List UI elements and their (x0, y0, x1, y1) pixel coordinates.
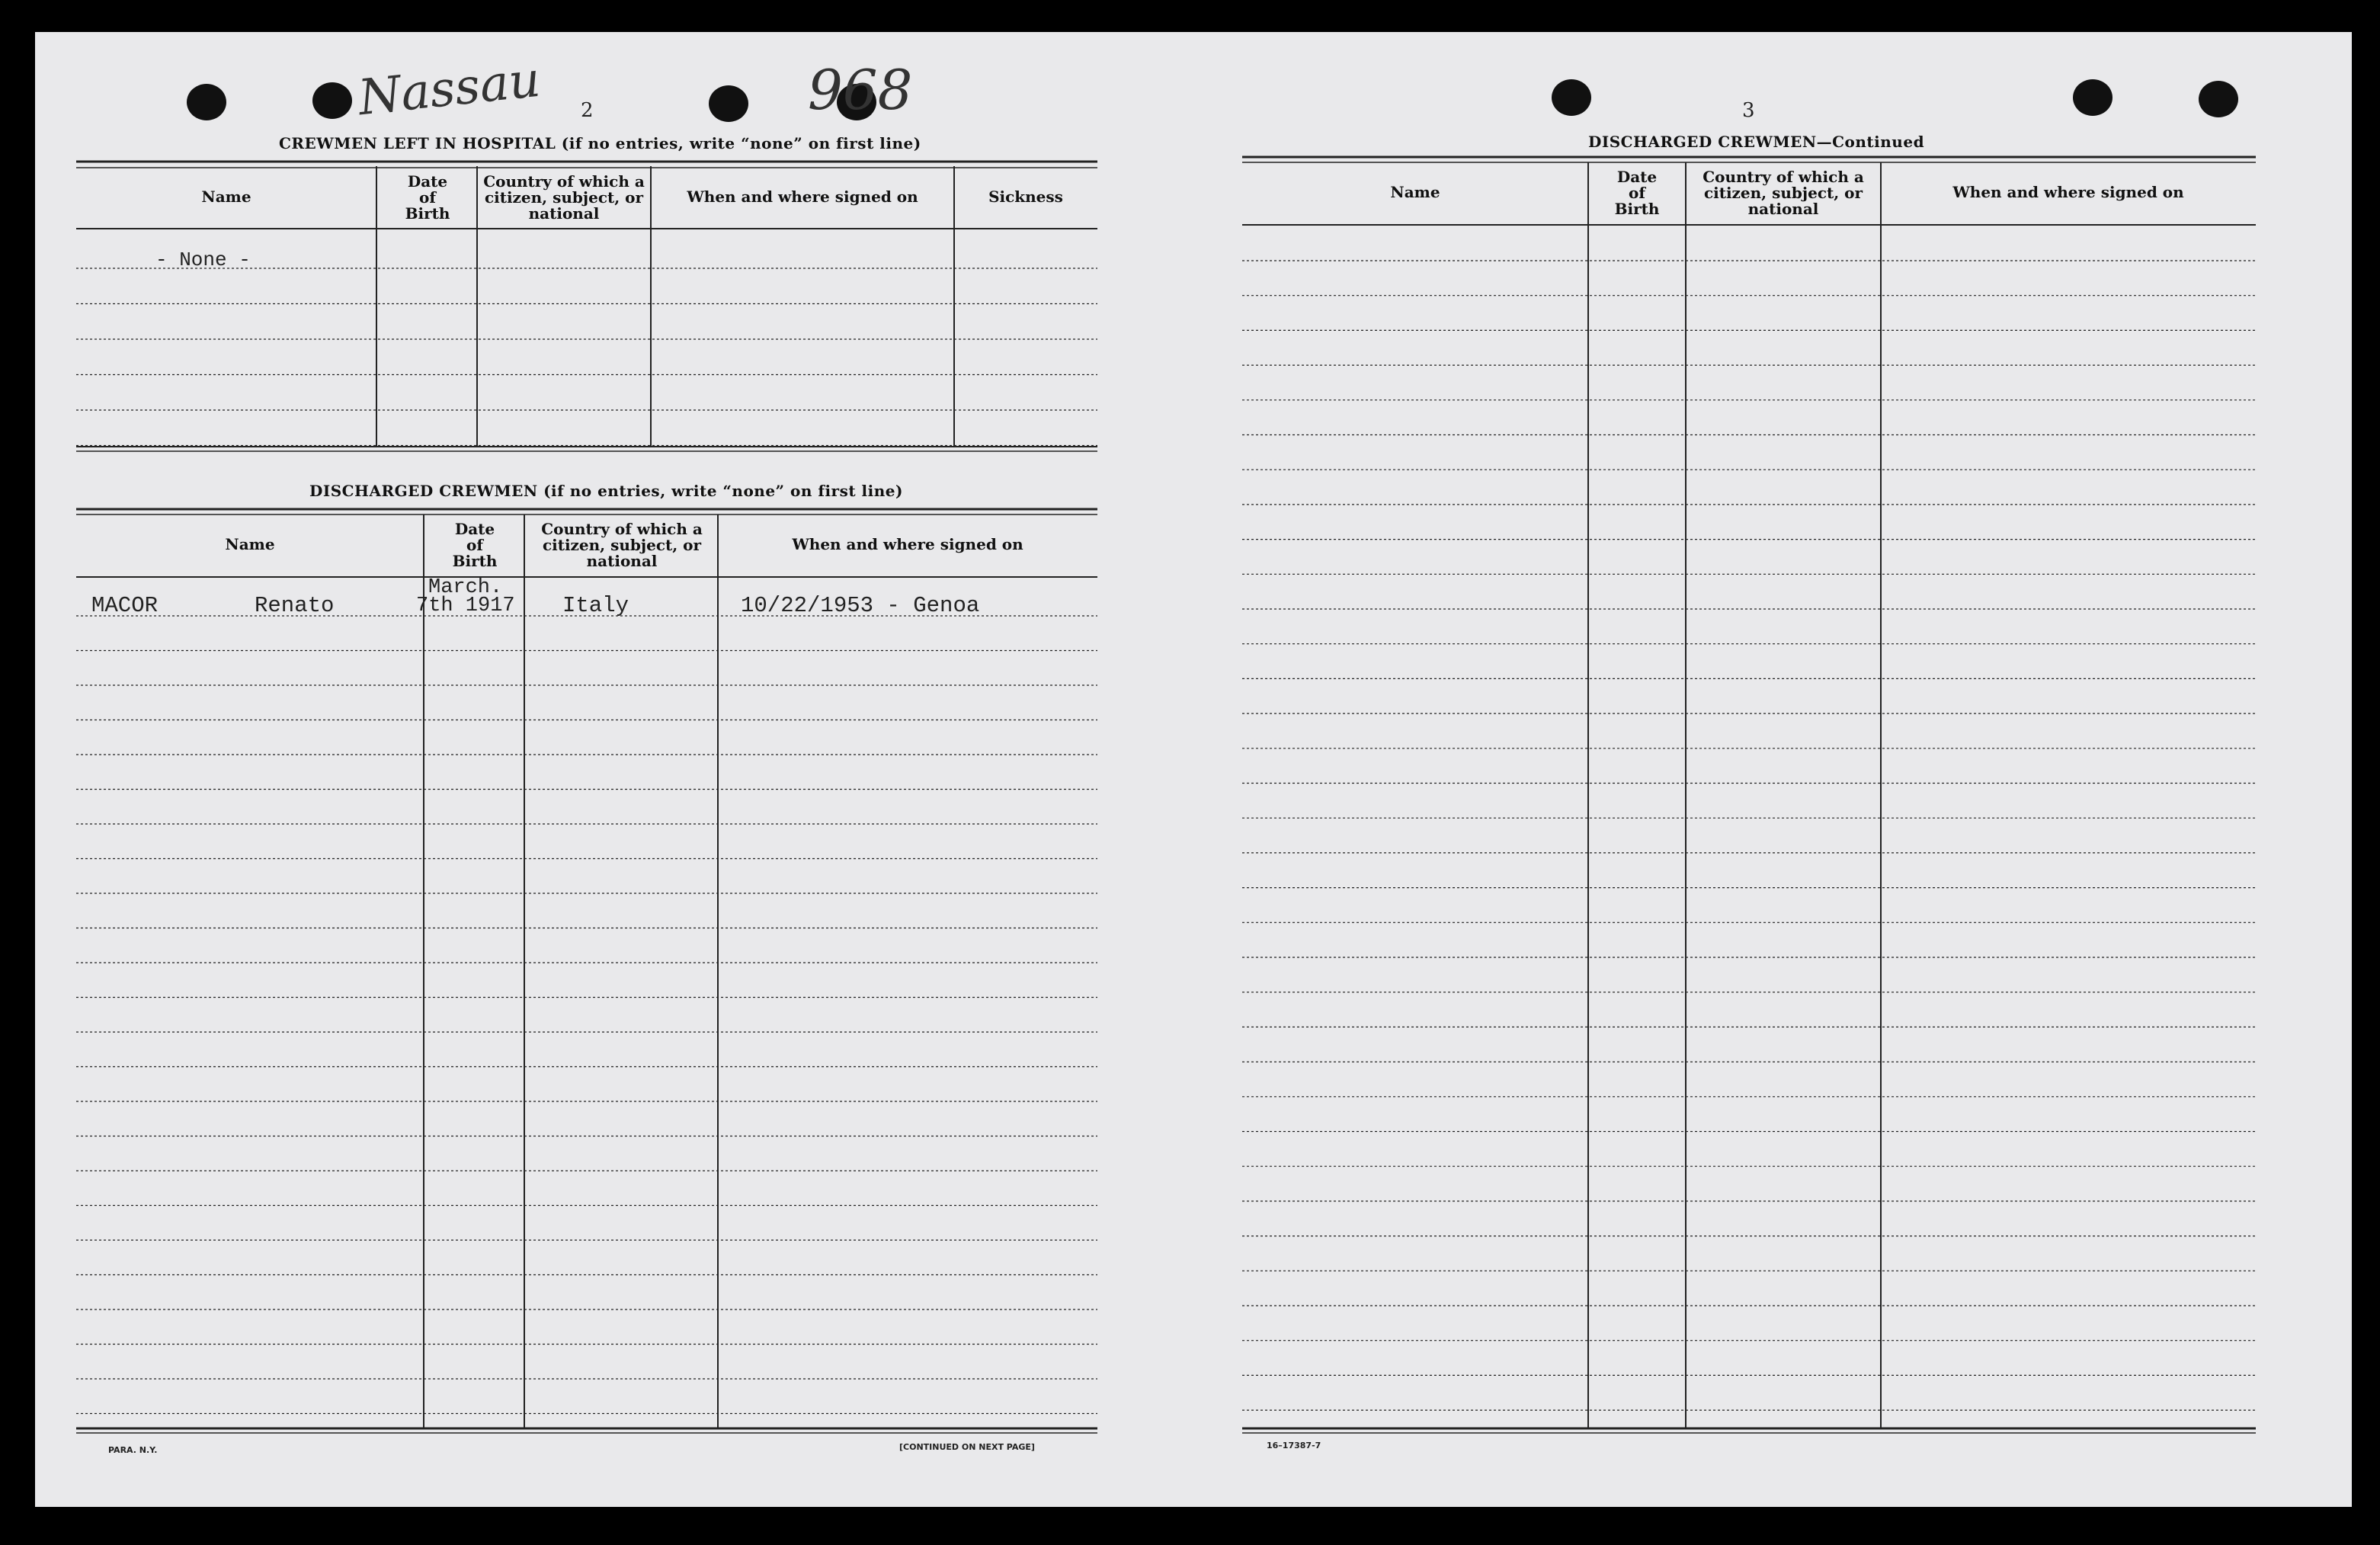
col-header-country: Country of which a citizen, subject, or national (483, 172, 645, 223)
col-header-date-of-birth: Date of Birth (1614, 168, 1660, 218)
crewman-surname: MACOR (91, 593, 159, 618)
handwritten-vessel-name: Nassau (355, 51, 543, 127)
crewman-given-name: Renato (255, 593, 335, 618)
col-header-country: Country of which a citizen, subject, or national (1703, 168, 1864, 218)
col-header-signed-on: When and where signed on (687, 188, 918, 206)
col-header-name: Name (201, 188, 251, 206)
footer-printer: PARA. N.Y. (108, 1445, 158, 1455)
crewman-birth-month: March. (428, 576, 503, 599)
col-header-name: Name (1390, 183, 1440, 201)
col-header-signed-on: When and where signed on (792, 535, 1023, 553)
footer-form-code: 16–17387-7 (1267, 1441, 1321, 1450)
page-number-right: 3 (1742, 99, 1755, 122)
handwritten-number: 968 (808, 58, 913, 122)
discharged-section-title: DISCHARGED CREWMEN (if no entries, write “none” on first line) (309, 482, 903, 500)
page-number-left: 2 (581, 99, 594, 122)
col-header-date-of-birth: Date of Birth (405, 172, 450, 223)
right-section-title: DISCHARGED CREWMEN—Continued (1588, 133, 1925, 151)
footer-continued: [CONTINUED ON NEXT PAGE] (899, 1442, 1035, 1452)
crewman-signed-on: 10/22/1953 - Genoa (741, 593, 980, 618)
hospital-section-title: CREWMEN LEFT IN HOSPITAL (if no entries, write “none” on first line) (279, 134, 921, 152)
col-header-country: Country of which a citizen, subject, or national (541, 520, 703, 570)
hospital-first-entry: - None - (155, 248, 251, 271)
col-header-signed-on: When and where signed on (1952, 183, 2184, 201)
col-header-name: Name (225, 535, 275, 553)
crewman-country: Italy (562, 593, 629, 618)
crewman-birth-date: 7th 1917 (416, 595, 515, 617)
col-header-date-of-birth: Date of Birth (452, 520, 498, 570)
col-header-sickness: Sickness (988, 188, 1063, 206)
